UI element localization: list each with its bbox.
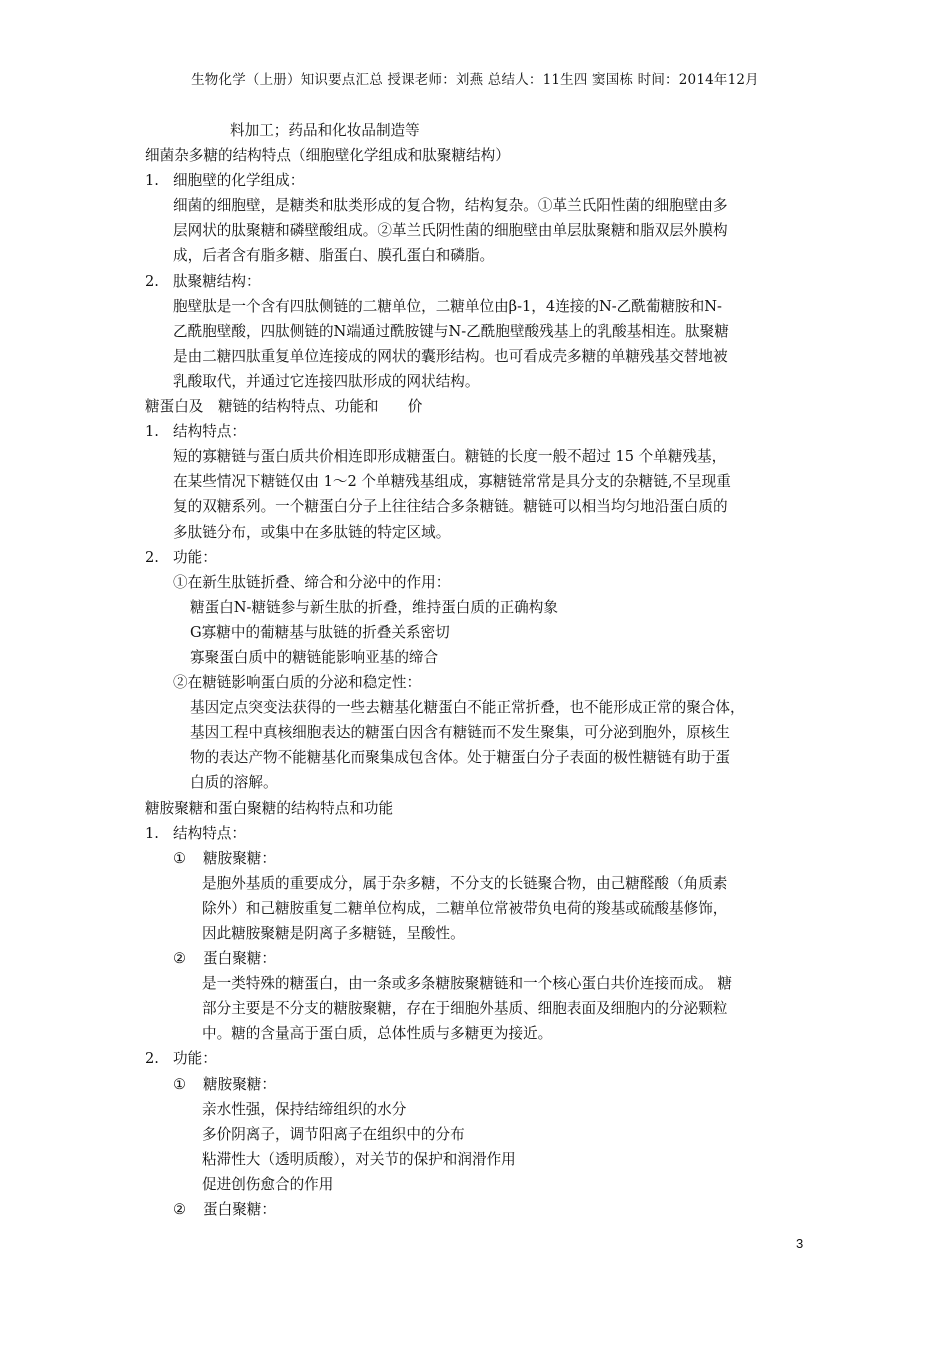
item-title: 结构特点： [173,423,246,441]
item-number: 1. [145,824,159,842]
text-line: G寡糖中的葡糖基与肽链的折叠关系密切 [190,623,450,641]
circled-number: ② [173,950,187,968]
numbered-item [145,1046,825,1071]
section-heading: 细菌杂多糖的结构特点（细胞壁化学组成和肽聚糖结构） [145,147,510,165]
item-number: 2. [145,1050,159,1068]
text-line: 基因工程中真核细胞表达的糖蛋白因含有糖链而不发生聚集，可分泌到胞外，原核生 [190,724,730,742]
text-line: 胞壁肽是一个含有四肽侧链的二糖单位，二糖单位由β-1，4连接的N-乙酰葡糖胺和N- [173,297,722,315]
text-line: 是胞外基质的重要成分，属于杂多糖，不分支的长链聚合物，由己糖醛酸（角质素 [202,874,728,892]
text-line: 亲水性强，保持结缔组织的水分 [202,1100,407,1118]
text-line: 粘滞性大（透明质酸），对关节的保护和润滑作用 [202,1150,516,1168]
text-line: 基因定点突变法获得的一些去糖基化糖蛋白不能正常折叠，也不能形成正常的聚合体， [190,699,745,717]
text-line: 短的寡糖链与蛋白质共价相连即形成糖蛋白。糖链的长度一般不超过 15 个单糖残基， [173,448,727,466]
section-heading: 糖蛋白及 糖链的结构特点、功能和 价 [145,398,423,416]
text-line: 部分主要是不分支的糖胺聚糖，存在于细胞外基质、细胞表面及细胞内的分泌颗粒 [202,1000,728,1018]
item-title: 蛋白聚糖： [203,1201,276,1219]
item-title: 结构特点： [173,824,246,842]
item-title: 细胞壁的化学组成： [173,172,305,190]
text-line: 寡聚蛋白质中的糖链能影响亚基的缔合 [190,648,439,666]
text-line: 白质的溶解。 [190,774,278,792]
text-line: 中。糖的含量高于蛋白质，总体性质与多糖更为接近。 [202,1025,553,1043]
item-number: 2. [145,272,159,290]
text-line: 层网状的肽聚糖和磷壁酸组成。②革兰氏阴性菌的细胞壁由单层肽聚糖和脂双层外膜构 [173,222,728,240]
text-line: 除外）和己糖胺重复二糖单位构成，二糖单位常被带负电荷的羧基或硫酸基修饰， [202,899,728,917]
text-line: 因此糖胺聚糖是阴离子多糖链，呈酸性。 [202,925,465,942]
circled-item [145,1197,825,1222]
item-title: 蛋白聚糖： [203,950,276,968]
page-header: 生物化学（上册）知识要点汇总 授课老师：刘燕 总结人：11生四 窦国栋 时间：2014年12月 [191,72,759,88]
text-line: 复的双糖系列。一个糖蛋白分子上往往结合多条糖链。糖链可以相当均匀地沿蛋白质的 [173,498,728,516]
text-line: 在某些情况下糖链仅由 1～2 个单糖残基组成，寡糖链常常是具分支的杂糖链,不呈现重 [173,473,731,491]
text-line: 多肽链分布，或集中在多肽链的特定区域。 [173,523,451,541]
circled-item [145,946,825,971]
item-title: 糖胺聚糖： [203,1075,276,1093]
text-line: 物的表达产物不能糖基化而聚集成包含体。处于糖蛋白分子表面的极性糖链有助于蛋 [190,749,730,767]
item-number: 2. [145,548,159,566]
item-title: 糖胺聚糖： [203,849,276,867]
sub-heading: ②在糖链影响蛋白质的分泌和稳定性： [173,674,422,692]
circled-number: ① [173,849,187,867]
item-title: 功能： [173,548,217,566]
text-line: 成，后者含有脂多糖、脂蛋白、膜孔蛋白和磷脂。 [173,247,495,265]
circled-item [145,846,825,871]
numbered-item [145,269,825,294]
text-line: 乙酰胞壁酸，四肽侧链的N端通过酰胺键与N-乙酰胞壁酸残基上的乳酸基相连。肽聚糖 [173,322,729,340]
item-number: 1. [145,423,159,441]
text-line: 多价阴离子，调节阳离子在组织中的分布 [202,1125,465,1143]
page-number: 3 [796,1236,804,1251]
text-line: 是一类特殊的糖蛋白，由一条或多条糖胺聚糖链和一个核心蛋白共价连接而成。 糖 [202,975,733,993]
circled-number: ② [173,1201,187,1219]
sub-heading: ①在新生肽链折叠、缔合和分泌中的作用： [173,573,451,591]
item-title: 功能： [173,1050,217,1068]
section-heading: 糖胺聚糖和蛋白聚糖的结构特点和功能 [145,799,394,817]
text-line: 细菌的细胞壁，是糖类和肽类形成的复合物，结构复杂。①革兰氏阳性菌的细胞壁由多 [173,197,728,215]
numbered-item [145,419,825,444]
item-number: 1. [145,172,159,190]
item-title: 肽聚糖结构： [173,272,261,290]
circled-item [145,1072,825,1097]
numbered-item [145,821,825,846]
circled-number: ① [173,1075,187,1093]
text-line: 促进创伤愈合的作用 [202,1175,334,1193]
text-line: 料加工；药品和化妆品制造等 [230,122,420,139]
text-line: 乳酸取代，并通过它连接四肽形成的网状结构。 [173,372,480,390]
page-content [145,118,825,1222]
text-line: 糖蛋白N-糖链参与新生肽的折叠，维持蛋白质的正确构象 [190,598,558,616]
numbered-item [145,168,825,193]
text-line: 是由二糖四肽重复单位连接成的网状的囊形结构。也可看成壳多糖的单糖残基交替地被 [173,347,728,365]
numbered-item [145,545,825,570]
